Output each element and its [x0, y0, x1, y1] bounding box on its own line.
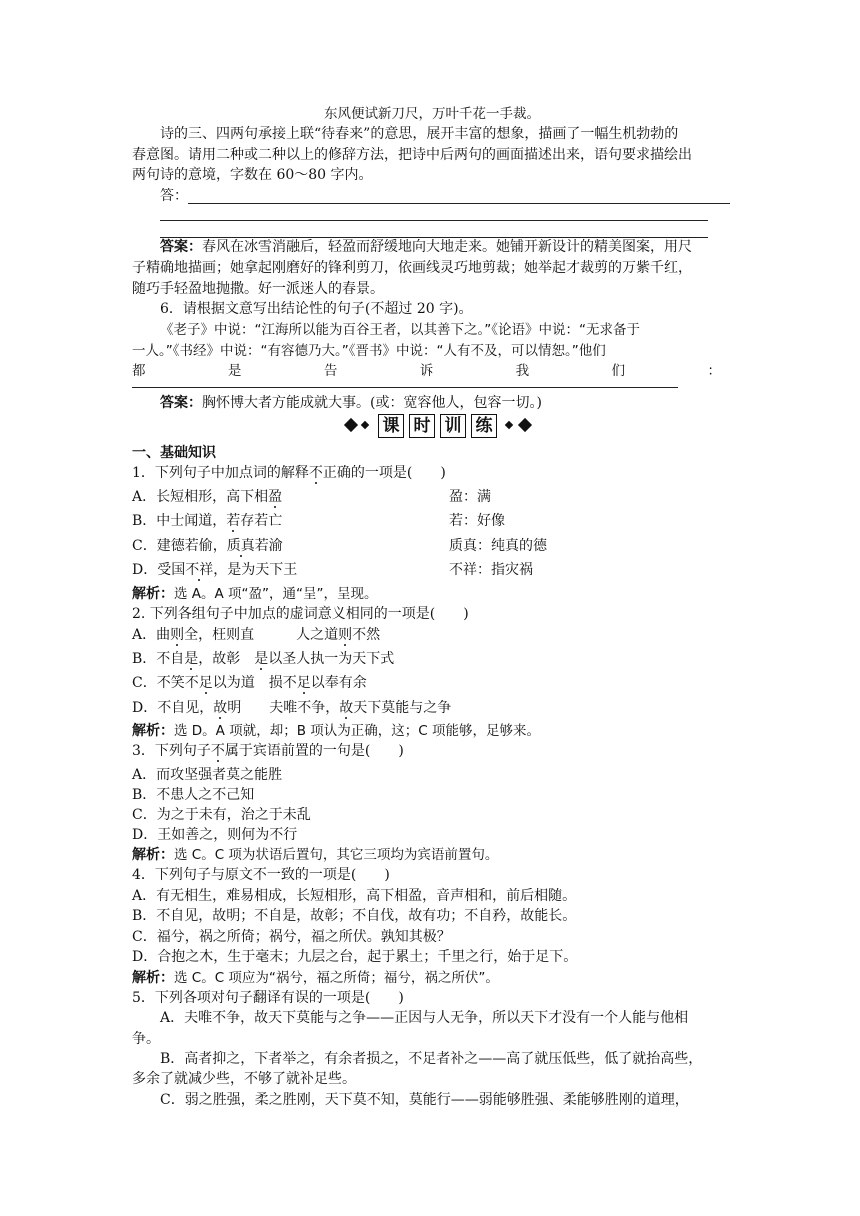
q6-answer-text: 胸怀博大者方能成就大事。(或：宽容他人，包容一切。)	[202, 395, 542, 411]
q1-analysis: 解析：选 A。A 项“盈”，通“呈”，呈现。	[132, 586, 378, 602]
q4-option-a[interactable]: A．有无相生，难易相成，长短相形，高下相盈，音声相和，前后相随。	[132, 888, 577, 904]
q4-option-c[interactable]: C．福兮，祸之所倚；祸兮，福之所伏。孰知其极？	[132, 929, 451, 945]
emphasis-dot-char: 质真	[226, 538, 255, 554]
q6-quote-char: 们	[611, 363, 626, 379]
q2-option-d[interactable]: D．不自见，故明 夫唯不争，故天下莫能与之争	[132, 700, 452, 716]
q4-option-b[interactable]: B．不自见，故明；不自是，故彰；不自伐，故有功；不自矜，故能长。	[132, 908, 577, 924]
emphasis-dot-char: 是	[254, 651, 269, 667]
q4-stem: 4．下列句子与原文不一致的一项是( )	[132, 867, 390, 883]
q4-analysis: 解析：选 C。C 项应为“祸兮，福之所倚；福兮，祸之所伏”。	[132, 970, 499, 986]
section-banner	[340, 412, 540, 440]
emphasis-dot-char: 是	[184, 651, 199, 667]
q2-analysis: 解析：选 D。A 项就，却；B 项认为正确，这；C 项能够，足够来。	[132, 723, 540, 739]
q6-answer-label: 答案：	[160, 395, 202, 411]
q2-stem: 2. 下列各组句子中加点的虚词意义相同的一项是( )	[132, 606, 469, 622]
q1-option-b[interactable]: B．中士闻道，若存若亡	[132, 513, 283, 529]
diamond-icon	[518, 418, 532, 432]
small-diamond-icon	[505, 421, 513, 429]
answer-blank-line-1[interactable]	[188, 203, 730, 204]
banner-char-box: 时	[409, 414, 435, 438]
emphasis-dot-char: 不	[210, 743, 225, 759]
q3-analysis: 解析：选 C。C 项为状语后置句，其它三项均为宾语前置句。	[132, 847, 499, 863]
q2-option-c[interactable]: C．不笑不足以为道 损不足以奉有余	[132, 675, 367, 691]
q5-answer-text-1: 春风在冰雪消融后，轻盈而舒缓地向大地走来。她铺开新设计的精美图案，用尺	[202, 239, 692, 255]
banner-char-box: 课	[378, 414, 404, 438]
q6-quote-char: 是	[227, 363, 242, 379]
q3-option-b[interactable]: B．不患人之不己知	[132, 787, 255, 803]
poem-line: 东风便试新刀尺，万叶千花一手裁。	[324, 106, 540, 122]
q5-answer-line-1	[160, 237, 732, 257]
emphasis-dot-char: 则	[338, 627, 353, 643]
q5b-option-b-line-2[interactable]: 多余了就减少些，不够了就补足些。	[132, 1071, 356, 1087]
section-title: 一、基础知识	[132, 445, 216, 461]
q1-gloss-b: 若：好像	[449, 513, 505, 529]
q6-quote-char: 告	[323, 363, 338, 379]
q5-answer-line-3: 随巧手轻盈地抛撒。好一派迷人的春景。	[132, 281, 384, 297]
q6-answer-blank[interactable]	[132, 387, 678, 388]
emphasis-dot-char: 故	[339, 700, 354, 716]
q1-gloss-c: 质真：纯真的德	[449, 538, 547, 554]
q3-option-d[interactable]: D．王如善之，则何为不行	[132, 827, 298, 843]
q6-title: 6．请根据文意写出结论性的句子(不超过 20 字)。	[160, 301, 473, 317]
q6-quote-char: 都	[132, 363, 146, 379]
q6-quote-char: 诉	[419, 363, 434, 379]
emphasis-dot-char: 不祥	[185, 562, 214, 578]
emphasis-dot-char: 故	[213, 700, 228, 716]
emphasis-dot-char: 若	[226, 513, 241, 529]
q6-quote-line-1: 《老子》中说：“江海所以能为百谷王者，以其善下之。”《论语》中说：“无求备于	[160, 322, 640, 338]
answer-blank-line-2[interactable]	[160, 220, 708, 221]
diamond-icon	[344, 418, 358, 432]
q1-gloss-d: 不祥：指灾祸	[449, 562, 533, 578]
emphasis-dot-char: 则	[170, 627, 185, 643]
q5-answer-label: 答案：	[160, 239, 202, 255]
q6-quote-char: 我	[515, 363, 530, 379]
q1-gloss-a: 盈：满	[449, 489, 491, 505]
banner-char-box: 训	[440, 414, 466, 438]
small-diamond-icon	[361, 421, 369, 429]
q6-quote-line-3	[132, 361, 721, 381]
q5b-stem: 5．下列各项对句子翻译有误的一项是( )	[132, 990, 404, 1006]
q6-quote-char: ：	[707, 363, 721, 379]
q5b-option-c-line-1[interactable]: C．弱之胜强，柔之胜刚，天下莫不知，莫能行——弱能够胜强、柔能够胜刚的道理，	[160, 1092, 689, 1108]
emphasis-dot-char: 足	[296, 675, 311, 691]
q6-quote-line-2: 一人。”《书经》中说：“有容德乃大。”《晋书》中说：“人有不及，可以情恕。”他们	[132, 343, 606, 359]
q3-option-a[interactable]: A．而攻坚强者莫之能胜	[132, 767, 283, 783]
q5b-option-a-line-2[interactable]: 争。	[132, 1031, 160, 1047]
q1-option-c[interactable]: C．建德若偷，质真若渝	[132, 538, 283, 554]
q1-option-d[interactable]: D．受国不祥，是为天下王	[132, 562, 298, 578]
q2-option-a[interactable]: A．曲则全，枉则直 人之道则不然	[132, 627, 381, 643]
banner-char-box: 练	[471, 414, 497, 438]
q4-option-d[interactable]: D．合抱之木，生于毫末；九层之台，起于累土；千里之行，始于足下。	[132, 949, 578, 965]
answer-label: 答：	[160, 188, 188, 204]
q1-stem: 1．下列句子中加点词的解释不正确的一项是( )	[132, 465, 446, 481]
emphasis-dot-char: 不	[308, 465, 323, 481]
q3-stem: 3．下列句子不属于宾语前置的一句是( )	[132, 743, 404, 759]
q1-option-a[interactable]: A．长短相形，高下相盈	[132, 489, 283, 505]
q2-option-b[interactable]: B．不自是，故彰 是以圣人执一为天下式	[132, 651, 395, 667]
q6-answer-line	[160, 393, 760, 413]
q5b-option-a-line-1[interactable]: A．夫唯不争，故天下莫能与之争——正因与人无争，所以天下才没有一个人能与他相	[160, 1010, 689, 1026]
q5-answer-line-2: 子精确地描画；她拿起刚磨好的锋利剪刀，依画线灵巧地剪裁；她举起才裁剪的万紫千红，	[132, 260, 692, 276]
q5-prompt-line-1: 诗的三、四两句承接上联“待春来”的意思，展开丰富的想象，描画了一幅生机勃勃的	[160, 126, 679, 142]
q5-prompt-line-3: 两句诗的意境，字数在 60～80 字内。	[132, 167, 373, 183]
q5-prompt-line-2: 春意图。请用二种或二种以上的修辞方法，把诗中后两句的画面描述出来，语句要求描绘出	[132, 147, 692, 163]
q3-option-c[interactable]: C．为之于未有，治之于未乱	[132, 807, 311, 823]
emphasis-dot-char: 盈	[268, 489, 283, 505]
emphasis-dot-char: 足	[198, 675, 213, 691]
q5b-option-b-line-1[interactable]: B．高者抑之，下者举之，有余者损之，不足者补之——高了就压低些，低了就抬高些，	[160, 1051, 703, 1067]
